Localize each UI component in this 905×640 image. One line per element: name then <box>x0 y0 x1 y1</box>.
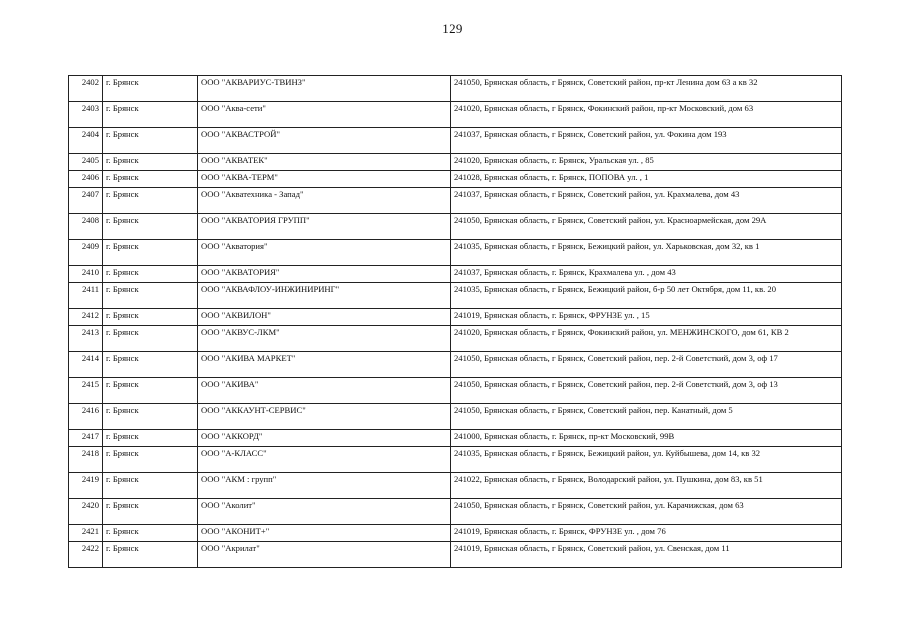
row-number: 2412 <box>69 309 103 326</box>
organization-name: ООО "Аколит" <box>198 499 451 525</box>
organization-name: ООО "АКИВА" <box>198 378 451 404</box>
table-row <box>69 214 842 240</box>
organization-name: ООО "Акватехника - Запад" <box>198 188 451 214</box>
city-cell: г. Брянск <box>103 76 198 102</box>
city-cell: г. Брянск <box>103 542 198 568</box>
address-cell: 241000, Брянская область, г. Брянск, пр-кт Московский, 99В <box>451 430 842 447</box>
city-cell: г. Брянск <box>103 188 198 214</box>
table-row <box>69 447 842 473</box>
city-cell: г. Брянск <box>103 154 198 171</box>
city-cell: г. Брянск <box>103 352 198 378</box>
row-number: 2416 <box>69 404 103 430</box>
address-cell: 241019, Брянская область, г. Брянск, ФРУНЗЕ ул. , 15 <box>451 309 842 326</box>
address-cell: 241022, Брянская область, г Брянск, Володарский район, ул. Пушкина, дом 83, кв 51 <box>451 473 842 499</box>
row-number: 2405 <box>69 154 103 171</box>
table-row <box>69 102 842 128</box>
row-number: 2408 <box>69 214 103 240</box>
row-number: 2415 <box>69 378 103 404</box>
registry-table-body <box>69 76 842 568</box>
city-cell: г. Брянск <box>103 266 198 283</box>
row-number: 2402 <box>69 76 103 102</box>
row-number: 2406 <box>69 171 103 188</box>
address-cell: 241035, Брянская область, г Брянск, Бежицкий район, ул. Куйбышева, дом 14, кв 32 <box>451 447 842 473</box>
city-cell: г. Брянск <box>103 240 198 266</box>
registry-table <box>68 75 842 568</box>
row-number: 2418 <box>69 447 103 473</box>
row-number: 2404 <box>69 128 103 154</box>
table-row <box>69 128 842 154</box>
address-cell: 241050, Брянская область, г Брянск, Советский район, ул. Карачижская, дом 63 <box>451 499 842 525</box>
city-cell: г. Брянск <box>103 128 198 154</box>
organization-name: ООО "АКВАСТРОЙ" <box>198 128 451 154</box>
organization-name: ООО "АКВУС-ЛКМ" <box>198 326 451 352</box>
city-cell: г. Брянск <box>103 214 198 240</box>
city-cell: г. Брянск <box>103 447 198 473</box>
table-row <box>69 154 842 171</box>
address-cell: 241028, Брянская область, г. Брянск, ПОПОВА ул. , 1 <box>451 171 842 188</box>
address-cell: 241050, Брянская область, г Брянск, Советский район, пер. 2-й Советсткий, дом 3, оф 13 <box>451 378 842 404</box>
city-cell: г. Брянск <box>103 326 198 352</box>
organization-name: ООО "АКОНИТ+" <box>198 525 451 542</box>
row-number: 2413 <box>69 326 103 352</box>
table-row <box>69 188 842 214</box>
address-cell: 241020, Брянская область, г Брянск, Фокинский район, ул. МЕНЖИНСКОГО, дом 61, КВ 2 <box>451 326 842 352</box>
city-cell: г. Брянск <box>103 378 198 404</box>
row-number: 2409 <box>69 240 103 266</box>
row-number: 2419 <box>69 473 103 499</box>
organization-name: ООО "Аква-сети" <box>198 102 451 128</box>
row-number: 2422 <box>69 542 103 568</box>
table-row <box>69 430 842 447</box>
address-cell: 241037, Брянская область, г Брянск, Советский район, ул. Фокина дом 193 <box>451 128 842 154</box>
address-cell: 241019, Брянская область, г. Брянск, ФРУНЗЕ ул. , дом 76 <box>451 525 842 542</box>
page-number: 129 <box>442 21 463 36</box>
address-cell: 241037, Брянская область, г. Брянск, Крахмалева ул. , дом 43 <box>451 266 842 283</box>
organization-name: ООО "Акрилат" <box>198 542 451 568</box>
address-cell: 241035, Брянская область, г Брянск, Бежицкий район, ул. Харьковская, дом 32, кв 1 <box>451 240 842 266</box>
row-number: 2414 <box>69 352 103 378</box>
table-row <box>69 283 842 309</box>
organization-name: ООО "АКВАФЛОУ-ИНЖИНИРИНГ" <box>198 283 451 309</box>
organization-name: ООО "АКВА-ТЕРМ" <box>198 171 451 188</box>
address-cell: 241037, Брянская область, г Брянск, Советский район, ул. Крахмалева, дом 43 <box>451 188 842 214</box>
table-row <box>69 525 842 542</box>
organization-name: ООО "АККОРД" <box>198 430 451 447</box>
organization-name: ООО "АКВИЛОН" <box>198 309 451 326</box>
city-cell: г. Брянск <box>103 525 198 542</box>
organization-name: ООО "АККАУНТ-СЕРВИС" <box>198 404 451 430</box>
address-cell: 241035, Брянская область, г Брянск, Бежицкий район, б-р 50 лет Октября, дом 11, кв. 20 <box>451 283 842 309</box>
table-row <box>69 171 842 188</box>
row-number: 2421 <box>69 525 103 542</box>
city-cell: г. Брянск <box>103 404 198 430</box>
organization-name: ООО "АКИВА МАРКЕТ" <box>198 352 451 378</box>
table-row <box>69 499 842 525</box>
organization-name: ООО "АКВАТЕК" <box>198 154 451 171</box>
table-row <box>69 352 842 378</box>
city-cell: г. Брянск <box>103 283 198 309</box>
city-cell: г. Брянск <box>103 473 198 499</box>
row-number: 2420 <box>69 499 103 525</box>
row-number: 2410 <box>69 266 103 283</box>
organization-name: ООО "А-КЛАСС" <box>198 447 451 473</box>
table-row <box>69 378 842 404</box>
organization-name: ООО "АКВАРИУС-ТВИНЗ" <box>198 76 451 102</box>
address-cell: 241020, Брянская область, г Брянск, Фокинский район, пр-кт Московский, дом 63 <box>451 102 842 128</box>
address-cell: 241050, Брянская область, г Брянск, Советский район, пер. Канатный, дом 5 <box>451 404 842 430</box>
city-cell: г. Брянск <box>103 171 198 188</box>
row-number: 2403 <box>69 102 103 128</box>
organization-name: ООО "АКВАТОРИЯ" <box>198 266 451 283</box>
address-cell: 241019, Брянская область, г Брянск, Советский район, ул. Свенская, дом 11 <box>451 542 842 568</box>
table-row <box>69 404 842 430</box>
table-row <box>69 309 842 326</box>
address-cell: 241020, Брянская область, г. Брянск, Уральская ул. , 85 <box>451 154 842 171</box>
city-cell: г. Брянск <box>103 430 198 447</box>
table-row <box>69 76 842 102</box>
row-number: 2407 <box>69 188 103 214</box>
organization-name: ООО "Акватория" <box>198 240 451 266</box>
row-number: 2411 <box>69 283 103 309</box>
table-row <box>69 542 842 568</box>
table-row <box>69 266 842 283</box>
city-cell: г. Брянск <box>103 499 198 525</box>
table-row <box>69 326 842 352</box>
city-cell: г. Брянск <box>103 309 198 326</box>
table-row <box>69 240 842 266</box>
city-cell: г. Брянск <box>103 102 198 128</box>
table-row <box>69 473 842 499</box>
row-number: 2417 <box>69 430 103 447</box>
address-cell: 241050, Брянская область, г Брянск, Советский район, пр-кт Ленина дом 63 а кв 32 <box>451 76 842 102</box>
address-cell: 241050, Брянская область, г Брянск, Советский район, ул. Красноармейская, дом 29А <box>451 214 842 240</box>
organization-name: ООО "АКВАТОРИЯ ГРУПП" <box>198 214 451 240</box>
organization-name: ООО "АКМ : групп" <box>198 473 451 499</box>
address-cell: 241050, Брянская область, г Брянск, Советский район, пер. 2-й Советсткий, дом 3, оф 17 <box>451 352 842 378</box>
